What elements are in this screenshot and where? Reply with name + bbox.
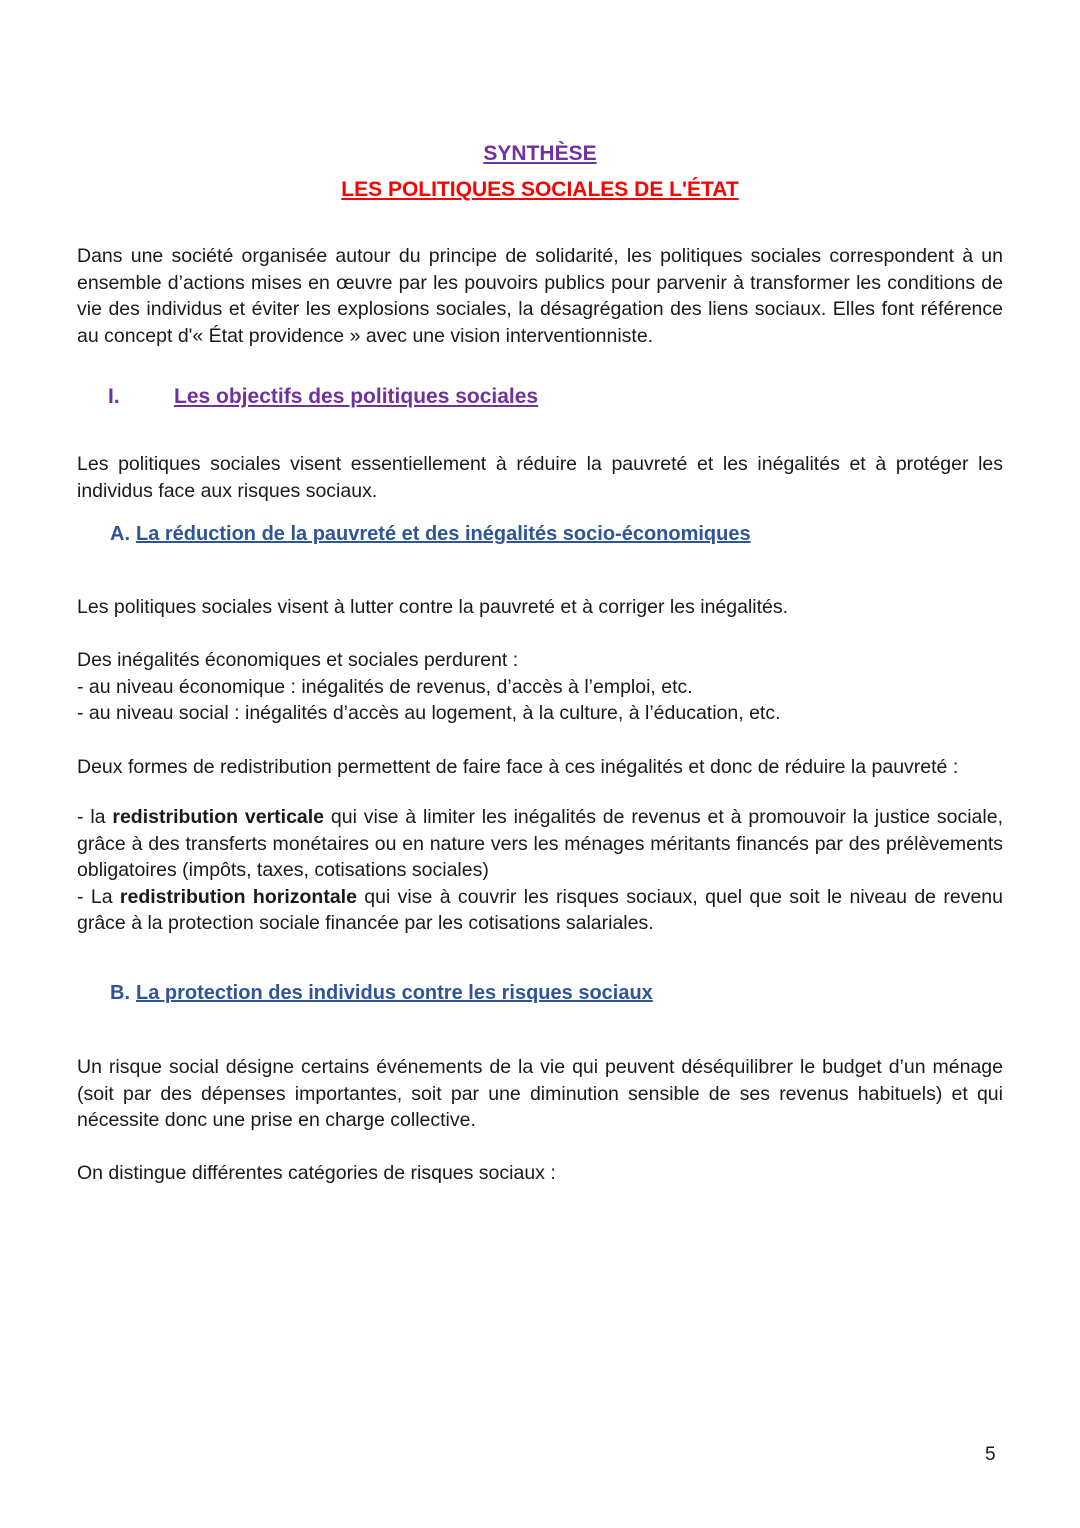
inequalities-lead: Des inégalités économiques et sociales perdurent : [77, 649, 519, 671]
inequalities-economic-item: - au niveau économique : inégalités de revenus, d’accès à l’emploi, etc. [77, 675, 693, 698]
section-b-paragraph-2: On distingue différentes catégories de risques sociaux : [77, 1162, 556, 1184]
vertical-prefix: - la [77, 806, 113, 828]
section-a-paragraph-1: Les politiques sociales visent à lutter contre la pauvreté et à corriger les inégalités. [77, 596, 789, 618]
section-b-letter: B. [110, 982, 130, 1004]
vertical-redistribution-text: qui vise à limiter les inégalités de revenus et à promouvoir la justice sociale, grâce à des transferts monétaires ou en nature vers les ménages méritants financés par des prélèvements obligatoires (impôts, taxes, cotisations sociales) [77, 806, 1003, 881]
section-a-paragraph-3: Deux formes de redistribution permettent de faire face à ces inégalités et donc de réduire la pauvreté : [77, 756, 959, 778]
section-a-letter: A. [110, 523, 130, 545]
redistribution-list [77, 804, 1003, 937]
page-number: 5 [985, 1444, 996, 1465]
intro-paragraph: Dans une société organisée autour du principe de solidarité, les politiques sociales correspondent à un ensemble d’actions mises en œuvre par les pouvoirs publics pour parvenir à transformer les conditions de vie des individus et éviter les explosions sociales, la désagrégation des liens sociaux. Elles font référence au concept d'« État providence » avec une vision interventionniste. [77, 245, 1003, 347]
horizontal-redistribution-item [77, 884, 1003, 937]
horizontal-redistribution-text: qui vise à couvrir les risques sociaux, quel que soit le niveau de revenu grâce à la protection sociale financée par les cotisations salariales. [77, 885, 1003, 934]
inequalities-social-item: - au niveau social : inégalités d’accès au logement, à la culture, à l’éducation, etc. [77, 702, 781, 724]
section-b-heading [110, 982, 653, 1005]
section-1-heading [108, 385, 538, 409]
vertical-redistribution-term: redistribution verticale [112, 806, 325, 828]
document-subtitle: LES POLITIQUES SOCIALES DE L'ÉTAT [341, 178, 739, 201]
section-b-paragraph-1: Un risque social désigne certains événements de la vie qui peuvent déséquilibrer le budget d’un ménage (soit par des dépenses importantes, soit par une diminution sensible de ses revenus habituels) et qui nécessite donc une prise en charge collective. [77, 1056, 1003, 1131]
section-b-title: La protection des individus contre les risques sociaux [136, 982, 653, 1004]
section-a-heading [110, 523, 751, 546]
horizontal-redistribution-term: redistribution horizontale [119, 885, 357, 908]
vertical-redistribution-item [77, 804, 1003, 884]
section-a-title: La réduction de la pauvreté et des inégalités socio-économiques [136, 523, 751, 545]
horizontal-prefix: - La [77, 885, 120, 908]
section-a-paragraph-2 [77, 647, 1003, 727]
section-1-title: Les objectifs des politiques sociales [174, 385, 539, 408]
section-1-number: I. [108, 385, 120, 408]
document-title: SYNTHÈSE [483, 142, 597, 165]
section-1-intro: Les politiques sociales visent essentiellement à réduire la pauvreté et les inégalités et à protéger les individus face aux risques sociaux. [77, 453, 1003, 502]
